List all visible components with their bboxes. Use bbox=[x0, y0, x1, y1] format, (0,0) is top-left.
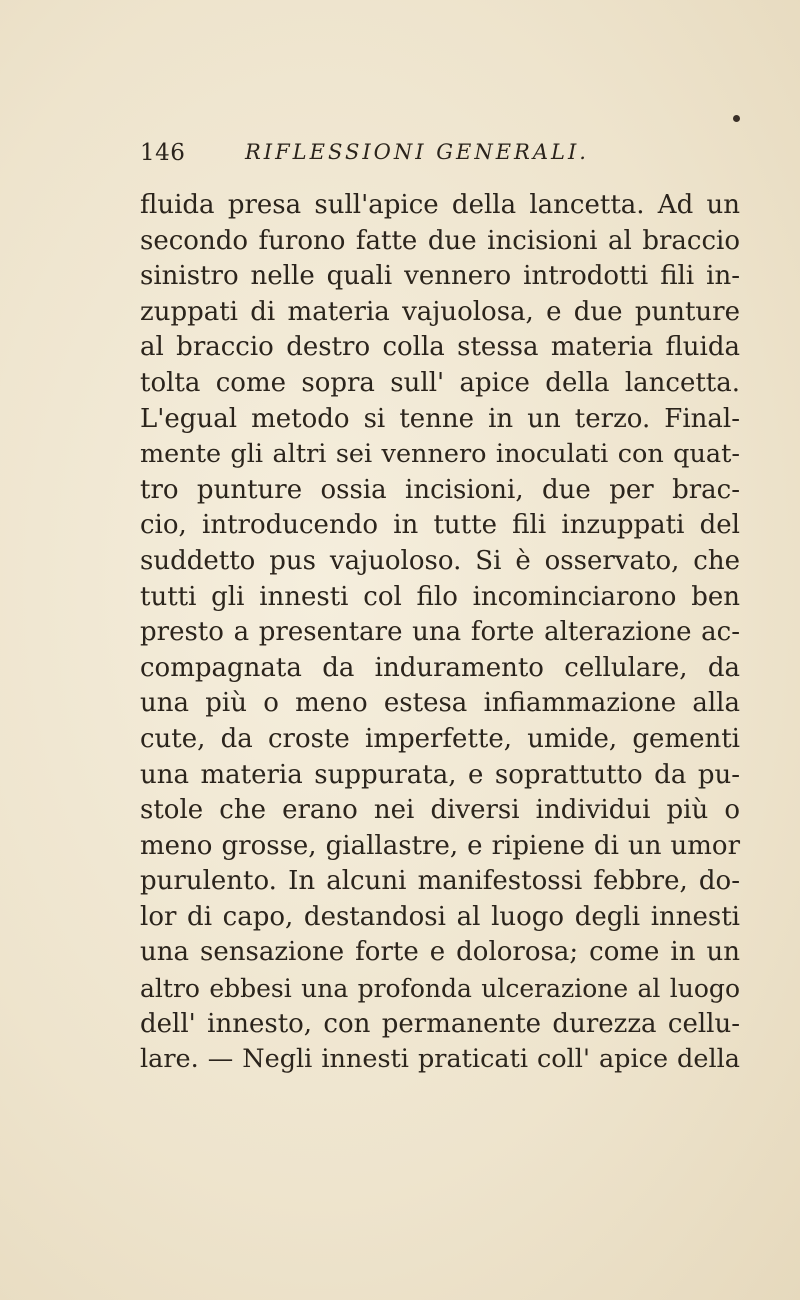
running-head: RIFLESSIONI GENERALI. bbox=[245, 140, 589, 164]
text-line: suddetto pus vajuoloso. Si è osservato, che bbox=[140, 545, 740, 576]
text-line: sinistro nelle quali vennero introdotti fili in- bbox=[140, 261, 740, 292]
text-line: L'egual metodo si tenne in un terzo. Final- bbox=[140, 403, 740, 434]
text-line: al braccio destro colla stessa materia fluida bbox=[140, 332, 740, 363]
text-line: cute, da croste imperfette, umide, gementi bbox=[140, 723, 740, 754]
text-line: lor di capo, destandosi al luogo degli innesti bbox=[140, 901, 740, 932]
text-line: presto a presentare una forte alterazione ac- bbox=[140, 617, 740, 648]
body-text bbox=[140, 188, 740, 1078]
text-line: secondo furono fatte due incisioni al braccio bbox=[140, 225, 740, 256]
ink-speck bbox=[733, 115, 740, 122]
text-line: mente gli altri sei vennero inoculati con quat- bbox=[140, 439, 740, 470]
text-line: cio, introducendo in tutte fili inzuppati del bbox=[140, 510, 740, 541]
text-line: tolta come sopra sull' apice della lancetta. bbox=[140, 367, 740, 398]
text-line: tro punture ossia incisioni, due per brac- bbox=[140, 474, 740, 505]
text-line: tutti gli innesti col filo incominciarono ben bbox=[140, 581, 740, 612]
text-line: una sensazione forte e dolorosa; come in un bbox=[140, 937, 740, 968]
text-line: fluida presa sull'apice della lancetta. Ad un bbox=[140, 190, 740, 220]
page-number: 146 bbox=[140, 140, 186, 166]
text-line: una materia suppurata, e soprattutto da pu- bbox=[140, 759, 740, 790]
text-line: purulento. In alcuni manifestossi febbre, do- bbox=[140, 866, 740, 897]
text-line: compagnata da induramento cellulare, da bbox=[140, 652, 740, 683]
text-line: una più o meno estesa infiammazione alla bbox=[140, 688, 740, 719]
text-line: altro ebbesi una profonda ulcerazione al luogo bbox=[140, 974, 740, 1004]
text-line: meno grosse, giallastre, e ripiene di un umor bbox=[140, 830, 740, 861]
text-line: stole che erano nei diversi individui più o bbox=[140, 795, 740, 826]
text-line: zuppati di materia vajuolosa, e due punture bbox=[140, 296, 740, 327]
text-line: dell' innesto, con permanente durezza cellu- bbox=[140, 1008, 740, 1039]
text-line: lare. — Negli innesti praticati coll' apice della bbox=[140, 1044, 740, 1075]
